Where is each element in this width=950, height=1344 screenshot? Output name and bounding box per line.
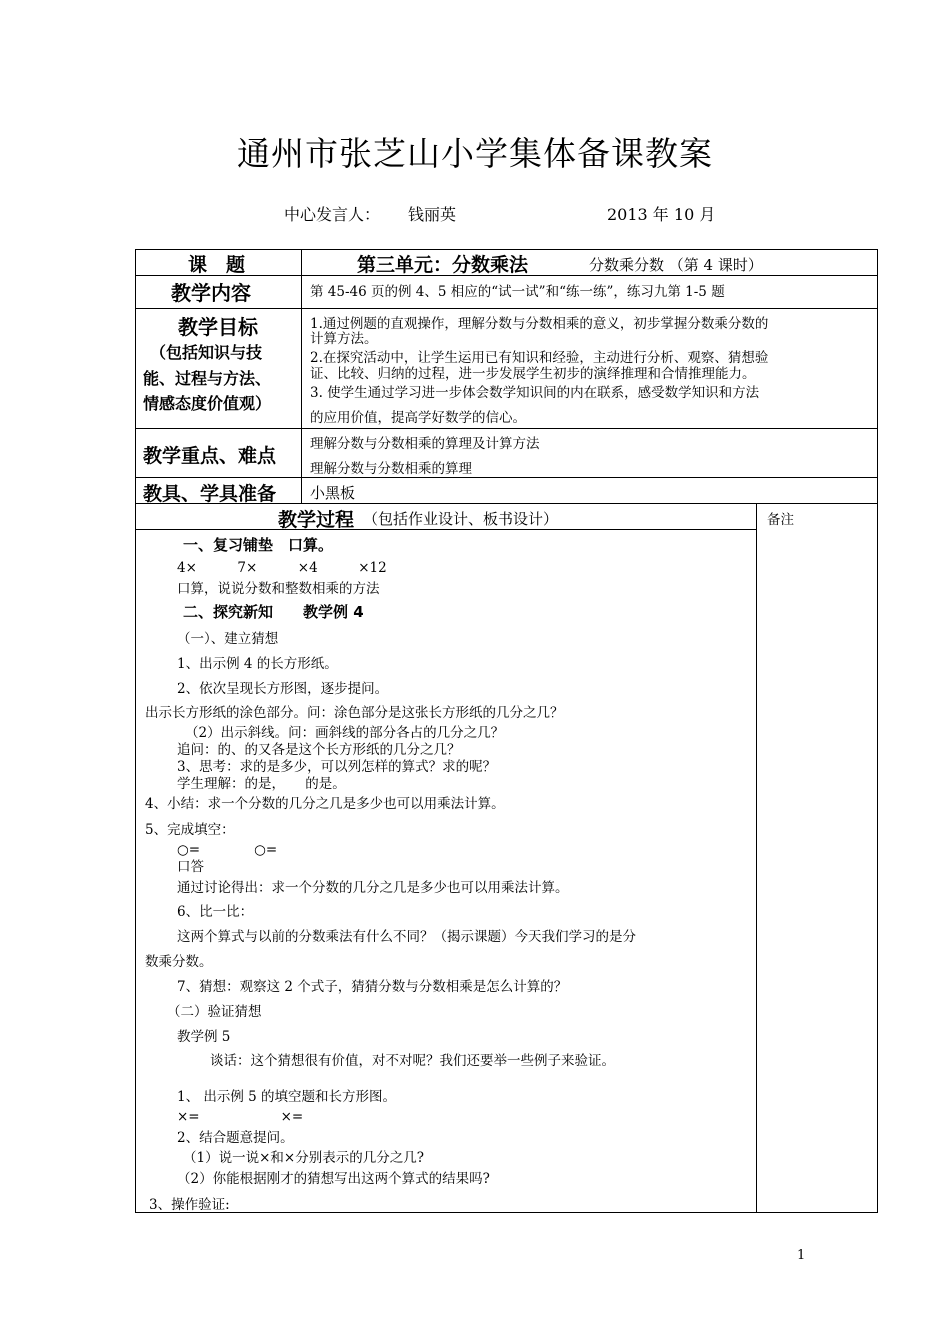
- goal-line: 2.在探究活动中，让学生运用已有知识和经验，主动进行分析、观察、猜想验: [310, 350, 769, 366]
- process-line: 这两个算式与以前的分数乘法有什么不同？（揭示课题）今天我们学习的是分: [177, 929, 636, 945]
- row-divider: [135, 477, 878, 478]
- page-number: 1: [797, 1248, 806, 1263]
- remarks-divider: [756, 503, 757, 1213]
- goal-line: 证、比较、归纳的过程，进一步发展学生初步的演绎推理和合情推理能力。: [310, 366, 756, 382]
- key-point-line: 理解分数与分数相乘的算理及计算方法: [310, 436, 540, 452]
- process-line: （2）出示斜线。问：画斜线的部分各占的几分之几？: [185, 725, 505, 741]
- content-label: 教学内容: [171, 281, 251, 305]
- process-line: （2）你能根据刚才的猜想写出这两个算式的结果吗?: [177, 1171, 490, 1187]
- process-line: 4× 7× ×4 ×12: [177, 560, 387, 576]
- process-line: 6、比一比：: [177, 904, 254, 920]
- process-line: （一）、建立猜想: [177, 631, 279, 647]
- process-line: 7、猜想：观察这 2 个式子，猜猜分数与分数相乘是怎么计算的？: [177, 979, 568, 995]
- process-line: 3、思考：求的是多少，可以列怎样的算式？求的呢？: [177, 759, 497, 775]
- column-divider: [301, 249, 302, 504]
- process-line: 通过讨论得出：求一个分数的几分之几是多少也可以用乘法计算。: [177, 880, 569, 896]
- table-border-right: [877, 249, 878, 1213]
- process-line: 教学例 5: [177, 1029, 231, 1045]
- goals-sub: 能、过程与方法、: [143, 369, 272, 388]
- process-line: ×= ×=: [177, 1109, 304, 1125]
- process-line: 1、 出示例 5 的填空题和长方形图。: [177, 1089, 397, 1105]
- process-line: 3、操作验证:: [149, 1197, 230, 1213]
- goals-sub: （包括知识与技: [150, 343, 263, 362]
- topic-unit: 第三单元：分数乘法: [357, 254, 529, 276]
- table-border-left: [135, 249, 136, 1213]
- remarks-label: 备注: [767, 512, 794, 528]
- goal-line: 计算方法。: [310, 331, 378, 347]
- process-line: 2、结合题意提问。: [177, 1130, 294, 1146]
- process-line: ○= ○=: [177, 842, 278, 858]
- topic-lesson: 分数乘分数 （第 4 课时）: [589, 256, 763, 274]
- date: 2013 年 10 月: [607, 205, 716, 224]
- process-line: 5、完成填空：: [145, 822, 235, 838]
- row-divider: [135, 529, 756, 530]
- key-point-line: 理解分数与分数相乘的算理: [310, 461, 472, 477]
- key-points-label: 教学重点、难点: [143, 445, 277, 467]
- process-line: 谈话：这个猜想很有价值，对不对呢？我们还要举一些例子来验证。: [210, 1053, 615, 1069]
- section-heading: 二、探究新知 教学例 4: [183, 603, 364, 621]
- speaker-label: 中心发言人：: [284, 205, 381, 224]
- section-heading: 一、复习铺垫 口算。: [183, 536, 334, 554]
- page-title: 通州市张芝山小学集体备课教案: [237, 134, 713, 173]
- process-line: 4、小结：求一个分数的几分之几是多少也可以用乘法计算。: [145, 796, 505, 812]
- process-line: （二）验证猜想: [167, 1004, 262, 1020]
- goal-line: 3. 使学生通过学习进一步体会数学知识间的内在联系，感受数学知识和方法: [310, 385, 760, 401]
- goal-line: 的应用价值，提高学好数学的信心。: [310, 410, 526, 426]
- goals-label: 教学目标: [178, 315, 258, 339]
- table-border-bottom: [135, 1212, 878, 1213]
- process-line: 数乘分数。: [145, 954, 213, 970]
- topic-label: 课 题: [188, 254, 246, 276]
- tools-text: 小黑板: [310, 484, 356, 502]
- process-line: 口算，说说分数和整数相乘的方法: [177, 581, 380, 597]
- process-line: 出示长方形纸的涂色部分。问：涂色部分是这张长方形纸的几分之几？: [145, 705, 564, 721]
- content-text: 第 45-46 页的例 4、5 相应的“试一试”和“练一练”，练习九第 1-5 题: [310, 284, 725, 300]
- process-label-note: （包括作业设计、板书设计）: [363, 510, 559, 528]
- goals-sub: 情感态度价值观）: [143, 394, 272, 413]
- process-line: （1）说一说×和×分别表示的几分之几?: [183, 1150, 424, 1166]
- speaker-name: 钱丽英: [408, 205, 457, 224]
- goal-line: 1.通过例题的直观操作，理解分数与分数相乘的意义，初步掌握分数乘分数的: [310, 316, 769, 332]
- process-line: 口答: [177, 859, 204, 875]
- process-line: 追问：的、的又各是这个长方形纸的几分之几？: [177, 742, 461, 758]
- process-line: 学生理解：的是， 的是。: [177, 776, 346, 792]
- process-line: 2、依次呈现长方形图，逐步提问。: [177, 681, 389, 697]
- row-divider: [135, 308, 878, 309]
- tools-label: 教具、学具准备: [143, 483, 277, 505]
- row-divider: [135, 428, 878, 429]
- process-label: 教学过程: [278, 509, 355, 531]
- process-line: 1、出示例 4 的长方形纸。: [177, 656, 338, 672]
